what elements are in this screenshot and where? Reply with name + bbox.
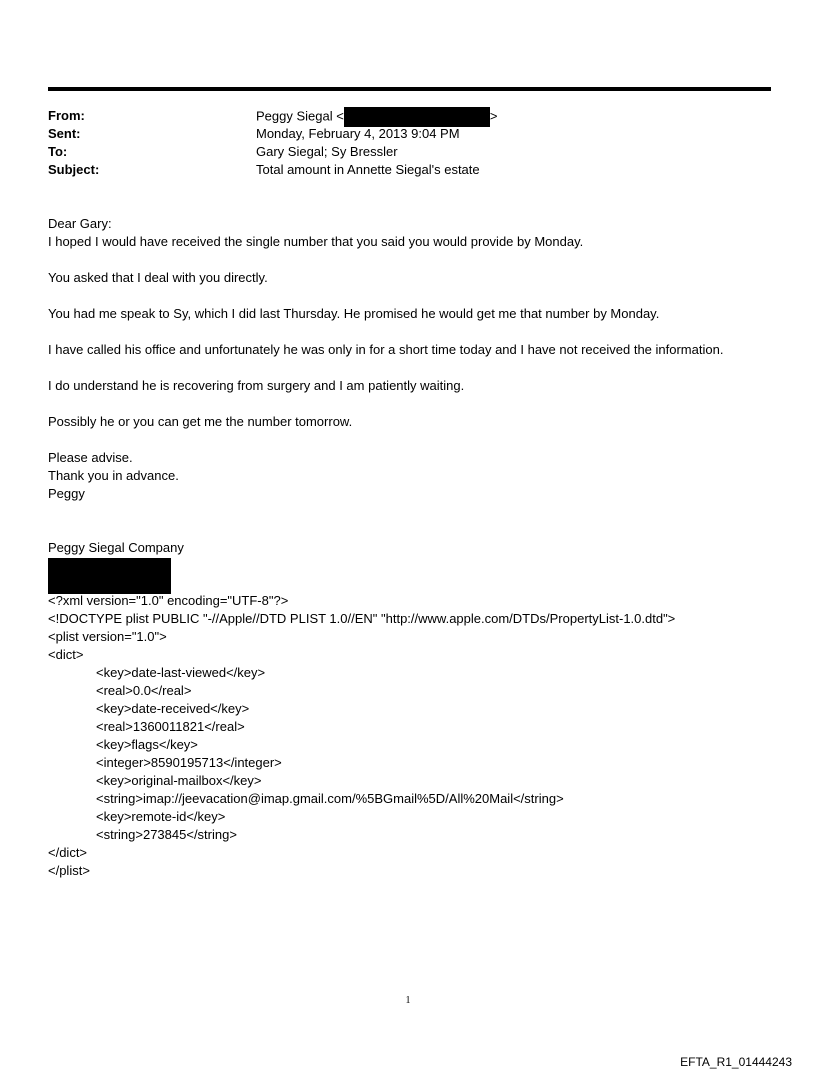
redaction-box	[344, 107, 490, 127]
xml-line: <key>date-last-viewed</key>	[96, 665, 266, 680]
xml-line: <string>273845</string>	[96, 827, 237, 842]
body-paragraph: I hoped I would have received the single number that you said you would provide by Monday.	[48, 234, 584, 249]
to-value: Gary Siegal; Sy Bressler	[256, 144, 398, 159]
xml-line: <!DOCTYPE plist PUBLIC "-//Apple//DTD PLIST 1.0//EN" "http://www.apple.com/DTDs/PropertyList-1.0.dtd">	[48, 611, 676, 626]
signature-name: Peggy	[48, 486, 85, 501]
body-paragraph: Possibly he or you can get me the number tomorrow.	[48, 414, 353, 429]
from-label: From:	[48, 108, 85, 123]
xml-line: <real>1360011821</real>	[96, 719, 245, 734]
xml-line: <key>original-mailbox</key>	[96, 773, 262, 788]
body-paragraph: I do understand he is recovering from surgery and I am patiently waiting.	[48, 378, 465, 393]
xml-line: </plist>	[48, 863, 90, 878]
xml-line: </dict>	[48, 845, 88, 860]
to-label: To:	[48, 144, 68, 159]
from-close: >	[489, 108, 498, 124]
header-rule	[48, 87, 771, 91]
bates-number: EFTA_R1_01444243	[680, 1055, 792, 1069]
from-value	[256, 107, 497, 127]
body-paragraph: You asked that I deal with you directly.	[48, 270, 268, 285]
xml-line: <?xml version="1.0" encoding="UTF-8"?>	[48, 593, 289, 608]
xml-line: <plist version="1.0">	[48, 629, 167, 644]
sent-value: Monday, February 4, 2013 9:04 PM	[256, 126, 460, 141]
xml-line: <string>imap://jeevacation@imap.gmail.com/%5BGmail%5D/All%20Mail</string>	[96, 791, 564, 806]
xml-line: <key>remote-id</key>	[96, 809, 226, 824]
subject-value: Total amount in Annette Siegal's estate	[256, 162, 480, 177]
xml-line: <key>date-received</key>	[96, 701, 250, 716]
redaction-box	[48, 558, 171, 594]
sent-label: Sent:	[48, 126, 81, 141]
greeting: Dear Gary:	[48, 216, 112, 231]
closing-line: Please advise.	[48, 450, 133, 465]
xml-line: <real>0.0</real>	[96, 683, 192, 698]
xml-line: <key>flags</key>	[96, 737, 198, 752]
body-paragraph: I have called his office and unfortunately he was only in for a short time today and I have not received the information.	[48, 342, 724, 357]
signature-company: Peggy Siegal Company	[48, 540, 184, 555]
closing-line: Thank you in advance.	[48, 468, 179, 483]
body-paragraph: You had me speak to Sy, which I did last Thursday. He promised he would get me that number by Monday.	[48, 306, 660, 321]
xml-line: <integer>8590195713</integer>	[96, 755, 282, 770]
subject-label: Subject:	[48, 162, 100, 177]
xml-line: <dict>	[48, 647, 84, 662]
from-name: Peggy Siegal <	[256, 108, 344, 124]
page-number: 1	[405, 995, 411, 1006]
